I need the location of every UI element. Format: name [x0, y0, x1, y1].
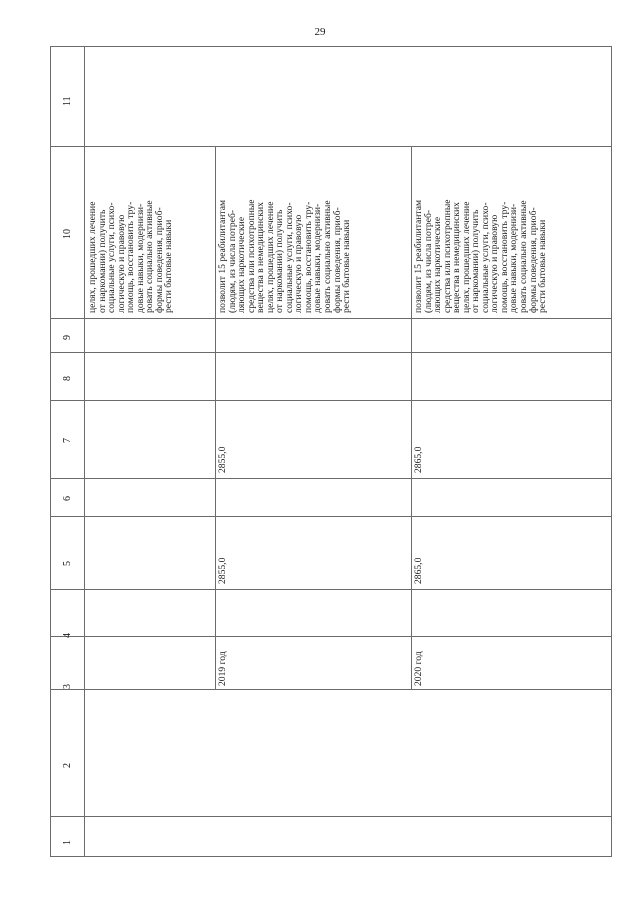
description-line: довые навыки, модернизи-	[508, 203, 520, 313]
description-line: средства или психотропные	[245, 199, 257, 313]
description-line: позволит 15 реабилитантам	[217, 199, 228, 313]
column-divider	[50, 318, 612, 319]
column-divider	[50, 516, 612, 517]
column-header-6: 6	[62, 496, 73, 501]
description-line: социальные услуги, психо-	[106, 202, 118, 313]
row-divider	[215, 146, 216, 689]
header-separator	[84, 46, 85, 857]
column-header-10: 10	[62, 229, 73, 239]
column-divider	[50, 146, 612, 147]
description-line: средства или психотропные	[441, 199, 453, 313]
description-line: ровать социально активные	[518, 200, 530, 313]
description-line: помощь, восстановить тру-	[498, 201, 510, 313]
description-line: вещества в немедицинских	[451, 202, 463, 313]
table-border-right	[611, 46, 612, 857]
description-line: (людям, из числа потреб-	[226, 209, 238, 313]
table-border-top	[50, 46, 612, 47]
column-header-2: 2	[62, 763, 73, 768]
column-divider	[50, 636, 612, 637]
row-year: 2020 год	[413, 651, 424, 686]
column-divider	[50, 400, 612, 401]
table-border-left	[50, 46, 51, 857]
description-line: помощь, восстановить тру-	[125, 201, 137, 313]
description-line: ляющих наркотические	[432, 216, 444, 313]
description-line: логическую и правовую	[115, 214, 127, 313]
column-header-9: 9	[62, 335, 73, 340]
description-line: (людям, из числа потреб-	[422, 209, 434, 313]
description-line: логическую и правовую	[293, 214, 305, 313]
column-header-1: 1	[62, 840, 73, 845]
column-divider	[50, 689, 612, 690]
description-line: формы поведения, приоб-	[153, 207, 165, 313]
description-line: социальные услуги, психо-	[283, 202, 295, 313]
description-line: ровать социально активные	[144, 200, 156, 313]
description-line: рести бытовые навыки	[341, 219, 353, 313]
description-line: формы поведения, приоб-	[331, 207, 343, 313]
description-line: вещества в немедицинских	[255, 202, 267, 313]
description-line: формы поведения, приоб-	[527, 207, 539, 313]
column-divider	[50, 816, 612, 817]
description-line: ляющих наркотические	[236, 216, 248, 313]
description-line: рести бытовые навыки	[537, 219, 549, 313]
column-header-4: 4	[62, 633, 73, 638]
column-header-8: 8	[62, 376, 73, 381]
row-value-col7: 2855,0	[217, 446, 228, 473]
column-header-5: 5	[62, 561, 73, 566]
column-divider	[50, 478, 612, 479]
column-divider	[50, 589, 612, 590]
description-line: целях, прошедших лечение	[264, 201, 276, 313]
row-divider	[411, 146, 412, 689]
row-value-col5: 2855,0	[217, 557, 228, 584]
description-line: социальные услуги, психо-	[479, 202, 491, 313]
row-year: 2019 год	[217, 651, 228, 686]
table-border-bottom	[50, 856, 612, 857]
row-value-col5: 2865,0	[413, 557, 424, 584]
description-line: помощь, восстановить тру-	[302, 201, 314, 313]
row-value-col7: 2865,0	[413, 446, 424, 473]
description-line: от наркомании) получить	[470, 209, 482, 313]
description-line: целях, прошедших лечение	[87, 201, 98, 313]
column-header-3: 3	[62, 684, 73, 689]
row-description	[88, 200, 174, 313]
rotated-table	[50, 46, 612, 857]
column-header-11: 11	[62, 96, 73, 106]
description-line: ровать социально активные	[322, 200, 334, 313]
description-line: довые навыки, модернизи-	[312, 203, 324, 313]
description-line: от наркомании) получить	[274, 209, 286, 313]
description-line: целях, прошедших лечение	[460, 201, 472, 313]
description-line: довые навыки, модернизи-	[134, 203, 146, 313]
description-line: логическую и правовую	[489, 214, 501, 313]
description-line: позволит 15 реабилитантам	[413, 199, 424, 313]
description-line: рести бытовые навыки	[163, 219, 175, 313]
description-line: от наркомании) получить	[96, 209, 108, 313]
column-divider	[50, 352, 612, 353]
row-description	[414, 199, 548, 313]
column-header-7: 7	[62, 438, 73, 443]
row-description	[218, 199, 352, 313]
page-number: 29	[314, 26, 326, 38]
